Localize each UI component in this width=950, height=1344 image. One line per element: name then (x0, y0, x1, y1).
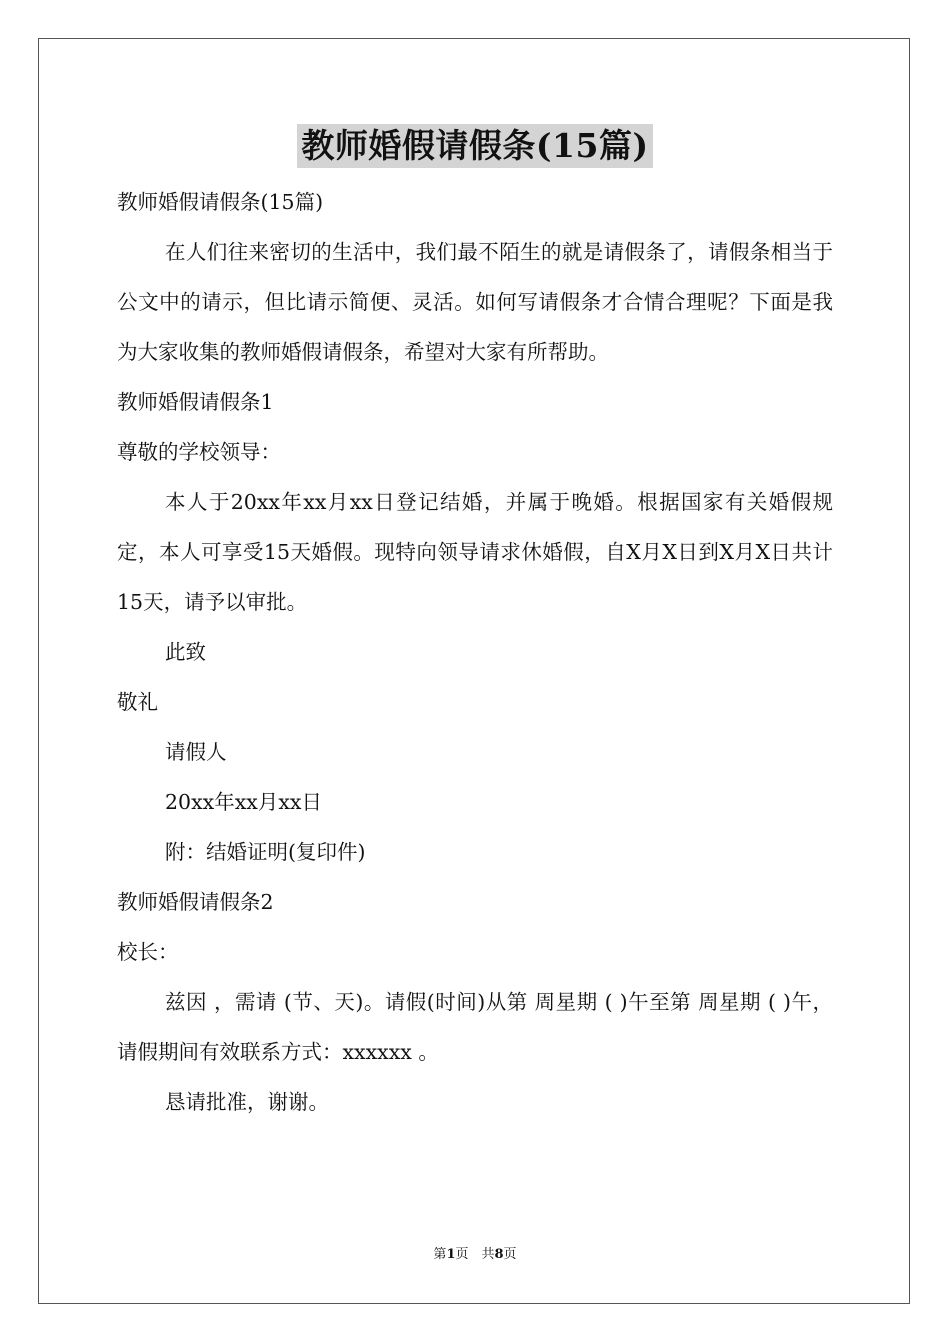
footer-page-total: 8 (494, 1247, 504, 1262)
footer-mid: 页 共 (455, 1247, 495, 1262)
salutation-2: 校长： (117, 940, 179, 964)
footer-prefix: 第 (433, 1247, 447, 1262)
section-heading-1: 教师婚假请假条1 (117, 390, 274, 414)
page-footer (0, 1245, 950, 1265)
applicant-label: 请假人 (165, 740, 227, 764)
attachment-note: 附：结婚证明(复印件) (165, 840, 366, 864)
section-heading-2: 教师婚假请假条2 (117, 890, 274, 914)
salutation-1: 尊敬的学校领导： (117, 440, 281, 464)
title-container (0, 124, 950, 168)
body-paragraph-2: 兹因 ，需请 (节、天)。请假(时间)从第 周星期 ( )午至第 周星期 ( )午，请假期间有效联系方式：xxxxxx 。 (117, 990, 833, 1064)
footer-page-current: 1 (446, 1247, 456, 1262)
intro-paragraph: 在人们往来密切的生活中，我们最不陌生的就是请假条了，请假条相当于公文中的请示，但比请示简便、灵活。如何写请假条才合情合理呢？下面是我为大家收集的教师婚假请假条，希望对大家有所帮助。 (117, 240, 833, 364)
date-line: 20xx年xx月xx日 (165, 790, 322, 814)
footer-suffix: 页 (503, 1247, 517, 1262)
closing-jingli: 敬礼 (117, 690, 158, 714)
closing-request: 恳请批准，谢谢。 (165, 1090, 329, 1114)
closing-cizhi: 此致 (165, 640, 206, 664)
document-title: 教师婚假请假条(15篇) (297, 124, 652, 168)
subtitle-paragraph: 教师婚假请假条(15篇) (117, 190, 324, 214)
body-paragraph-1: 本人于20xx年xx月xx日登记结婚，并属于晚婚。根据国家有关婚假规定，本人可享受15天婚假。现特向领导请求休婚假，自X月X日到X月X日共计15天，请予以审批。 (117, 490, 833, 614)
document-body (117, 177, 833, 1127)
